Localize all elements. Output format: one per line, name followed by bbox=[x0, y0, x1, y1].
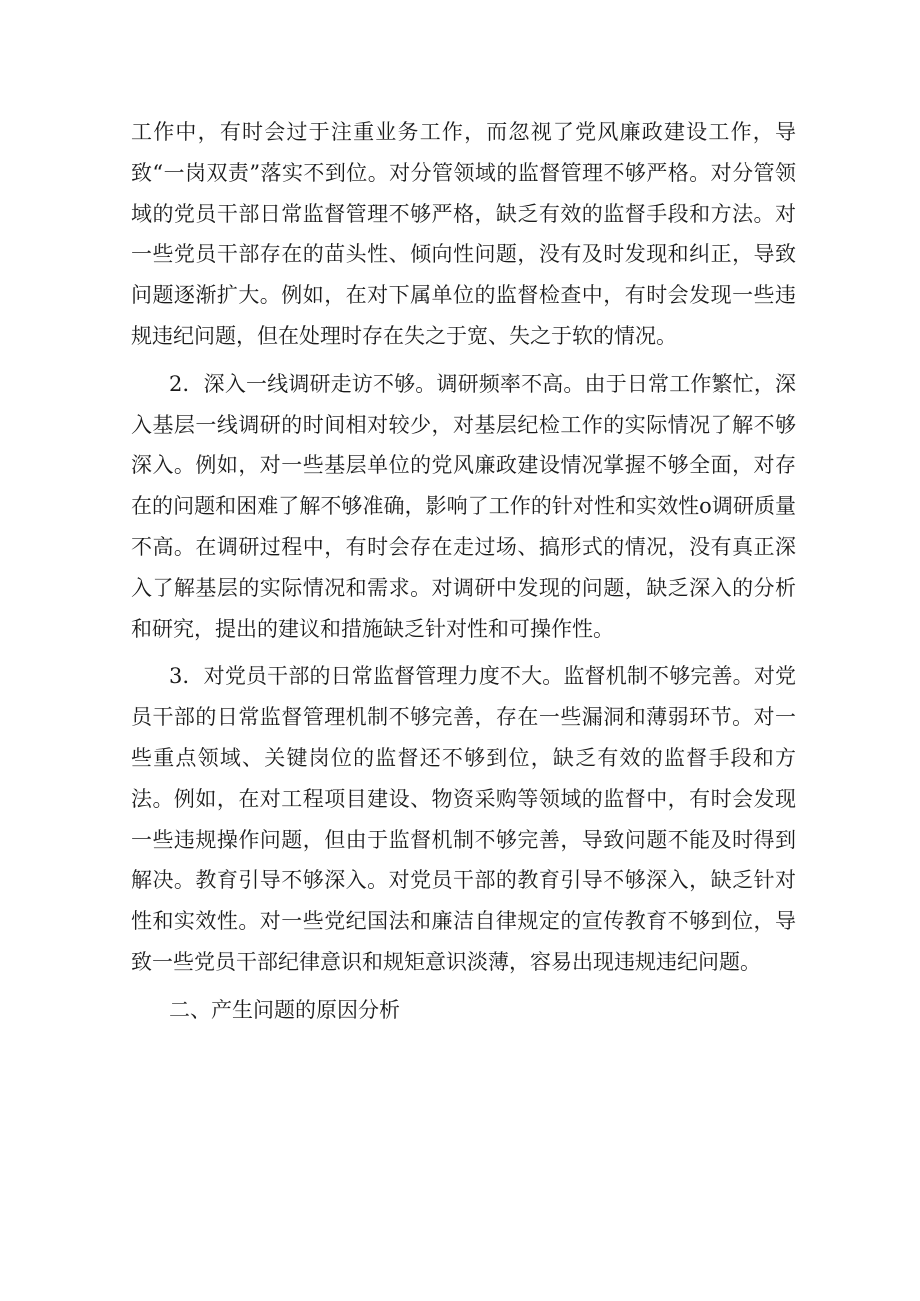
paragraph-item-2: 2．深入一线调研走访不够。调研频率不高。由于日常工作繁忙，深入基层一线调研的时间相对较少，对基层纪检工作的实际情况了解不够深入。例如，对一些基层单位的党风廉政建设情况掌握不够全面，对存在的问题和困难了解不够准确，影响了工作的针对性和实效性o调研质量不高。在调研过程中，有时会存在走过场、搞形式的情况，没有真正深入了解基层的实际情况和需求。对调研中发现的问题，缺乏深入的分析和研究，提出的建议和措施缺乏针对性和可操作性。 bbox=[131, 371, 796, 641]
paragraph-item-3: 3．对党员干部的日常监督管理力度不大。监督机制不够完善。对党员干部的日常监督管理机制不够完善，存在一些漏洞和薄弱环节。对一些重点领域、关键岗位的监督还不够到位，缺乏有效的监督手段和方法。例如，在对工程项目建设、物资采购等领域的监督中，有时会发现一些违规操作问题，但由于监督机制不够完善，导致问题不能及时得到解决。教育引导不够深入。对党员干部的教育引导不够深入，缺乏针对性和实效性。对一些党纪国法和廉洁自律规定的宣传教育不够到位，导致一些党员干部纪律意识和规矩意识淡薄，容易出现违规违纪问题。 bbox=[131, 664, 796, 974]
paragraph-continuation: 工作中，有时会过于注重业务工作，而忽视了党风廉政建设工作，导致“一岗双责”落实不到位。对分管领域的监督管理不够严格。对分管领域的党员干部日常监督管理不够严格，缺乏有效的监督手段和方法。对一些党员干部存在的苗头性、倾向性问题，没有及时发现和纠正，导致问题逐渐扩大。例如，在对下属单位的监督检查中，有时会发现一些违规违纪问题，但在处理时存在失之于宽、失之于软的情况。 bbox=[131, 120, 796, 348]
section-heading: 二、产生问题的原因分析 bbox=[169, 997, 400, 1022]
document-body bbox=[131, 112, 796, 1031]
